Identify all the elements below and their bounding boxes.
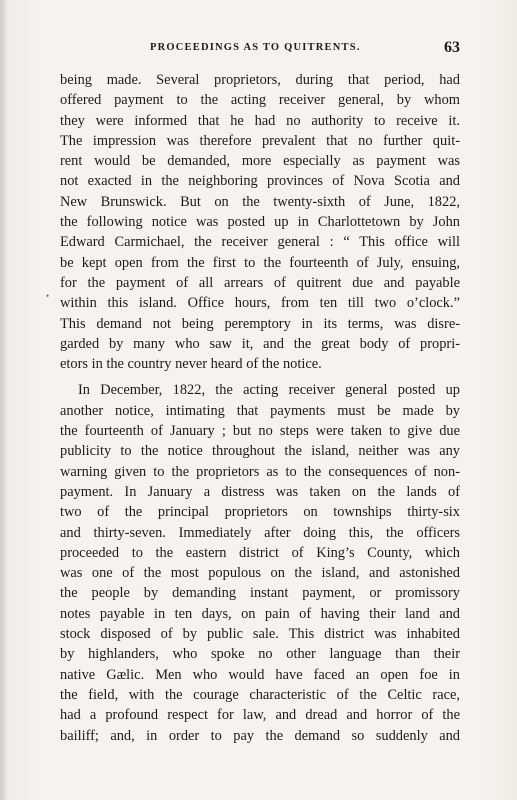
text-line: being made. Several proprietors, during that period, had [60, 72, 460, 88]
text-line: within this island. Office hours, from ten till two o’clock.” [60, 295, 460, 312]
text-line: two of the principal proprietors on townships thirty-six [60, 504, 460, 521]
text-line: native Gælic. Men who would have faced an open foe in [60, 666, 460, 683]
text-line: had a profound respect for law, and dread and horror of the [60, 707, 460, 724]
text-line: stock disposed of by public sale. This district was inhabited [60, 626, 460, 643]
text-line: they were informed that he had no authority to receive it. [60, 112, 460, 129]
text-line: publicity to the notice throughout the island, neither was any [60, 443, 460, 460]
text-line: This demand not being peremptory in its terms, was disre- [60, 315, 460, 332]
text-line: by highlanders, who spoke no other language than their [60, 646, 460, 663]
text-line: offered payment to the acting receiver general, by whom [60, 92, 460, 109]
text-line: garded by many who saw it, and the great body of propri- [60, 335, 460, 352]
text-line: etors in the country never heard of the notice. [60, 356, 322, 373]
text-line: not exacted in the neighboring provinces of Nova Scotia and [60, 173, 460, 190]
text-line: be kept open from the first to the fourteenth of July, ensuing, [60, 254, 460, 271]
page-gutter-shadow [0, 0, 7, 800]
text-line: bailiff; and, in order to pay the demand so suddenly and [60, 727, 460, 744]
text-line: was one of the most populous on the island, and astonished [60, 565, 460, 582]
margin-speck: • [46, 291, 50, 301]
text-line: the field, with the courage characteristic of the Celtic race, [60, 686, 460, 703]
text-line: payment. In January a distress was taken on the lands of [60, 483, 460, 500]
text-line: for the payment of all arrears of quitrent due and payable [60, 274, 460, 291]
text-line: Edward Carmichael, the receiver general : “ This office will [60, 234, 460, 251]
text-line: proceeded to the eastern district of King’s County, which [60, 544, 460, 561]
paragraph [60, 380, 460, 745]
text-line: rent would be demanded, more especially as payment was [60, 153, 460, 170]
running-title: PROCEEDINGS AS TO QUITRENTS. [150, 42, 361, 53]
text-line: New Brunswick. But on the twenty-sixth of June, 1822, [60, 193, 460, 210]
paragraph [60, 70, 460, 374]
text-line: and thirty-seven. Immediately after doing this, the officers [60, 524, 460, 541]
text-line: the fourteenth of January ; but no steps were taken to give due [60, 423, 460, 440]
text-line: the following notice was posted up in Charlottetown by John [60, 214, 460, 231]
page-number: 63 [444, 39, 460, 56]
body-text [60, 70, 460, 746]
text-line: In December, 1822, the acting receiver general posted up [78, 382, 460, 399]
running-head [60, 39, 460, 60]
text-line: warning given to the proprietors as to the consequences of non- [60, 463, 460, 480]
text-line: the people by demanding instant payment, or promissory [60, 585, 460, 602]
text-line: another notice, intimating that payments must be made by [60, 402, 460, 419]
text-line: notes payable in ten days, on pain of having their land and [60, 605, 460, 622]
text-line: The impression was therefore prevalent that no further quit- [60, 132, 460, 149]
